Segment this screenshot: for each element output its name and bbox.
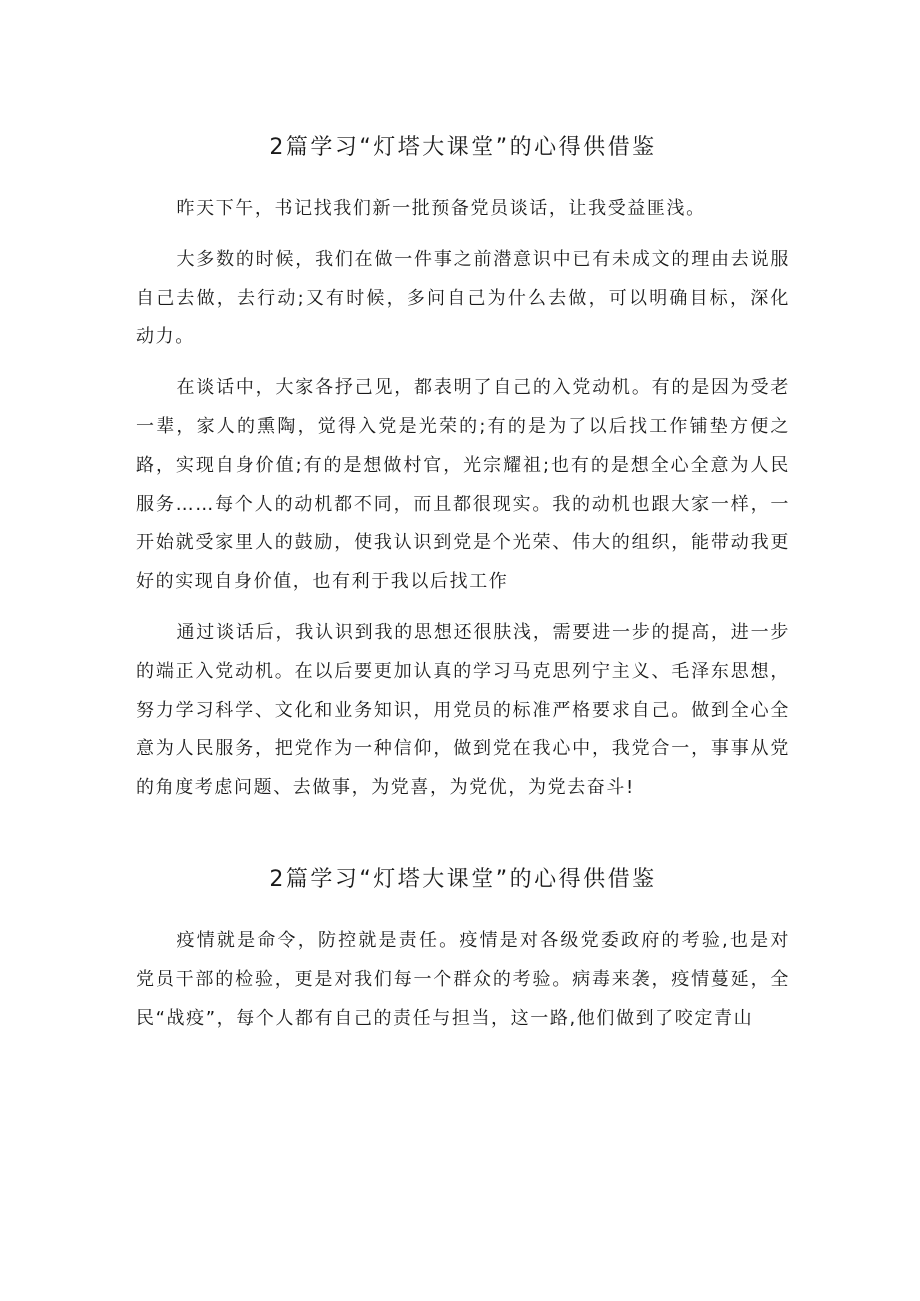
article-section-2 (136, 860, 790, 1038)
paragraph: 昨天下午，书记找我们新一批预备党员谈话，让我受益匪浅。 (176, 198, 706, 219)
article-title: 2篇学习“灯塔大课堂”的心得供借鉴 (269, 866, 657, 892)
paragraph: 疫情就是命令，防控就是责任。疫情是对各级党委政府的考验,也是对党员干部的检验，更是对我们每一个群众的考验。病毒来袭，疫情蔓延，全民“战疫”，每个人都有自己的责任与担当，这一路,他们做到了咬定青山 (136, 929, 790, 1029)
paragraph: 通过谈话后，我认识到我的思想还很肤浅，需要进一步的提高，进一步的端正入党动机。在以后要更加认真的学习马克思列宁主义、毛泽东思想，努力学习科学、文化和业务知识，用党员的标准严格要求自己。做到全心全意为人民服务，把党作为一种信仰，做到党在我心中，我党合一，事事从党的角度考虑问题、去做事，为党喜，为党优，为党去奋斗! (136, 621, 790, 799)
paragraph: 大多数的时候，我们在做一件事之前潜意识中已有未成文的理由去说服自己去做，去行动;又有时候，多问自己为什么去做，可以明确目标，深化动力。 (136, 248, 790, 348)
document-page (136, 128, 790, 1050)
article-title: 2篇学习“灯塔大课堂”的心得供借鉴 (269, 135, 657, 160)
paragraph: 在谈话中，大家各抒己见，都表明了自己的入党动机。有的是因为受老一辈，家人的熏陶，觉得入党是光荣的;有的是为了以后找工作铺垫方便之路，实现自身价值;有的是想做村官，光宗耀祖;也有的是想全心全意为人民服务……每个人的动机都不同，而且都很现实。我的动机也跟大家一样，一开始就受家里人的鼓励，使我认识到党是个光荣、伟大的组织，能带动我更好的实现自身价值，也有利于我以后找工作 (136, 377, 790, 593)
article-section-1 (136, 128, 790, 808)
